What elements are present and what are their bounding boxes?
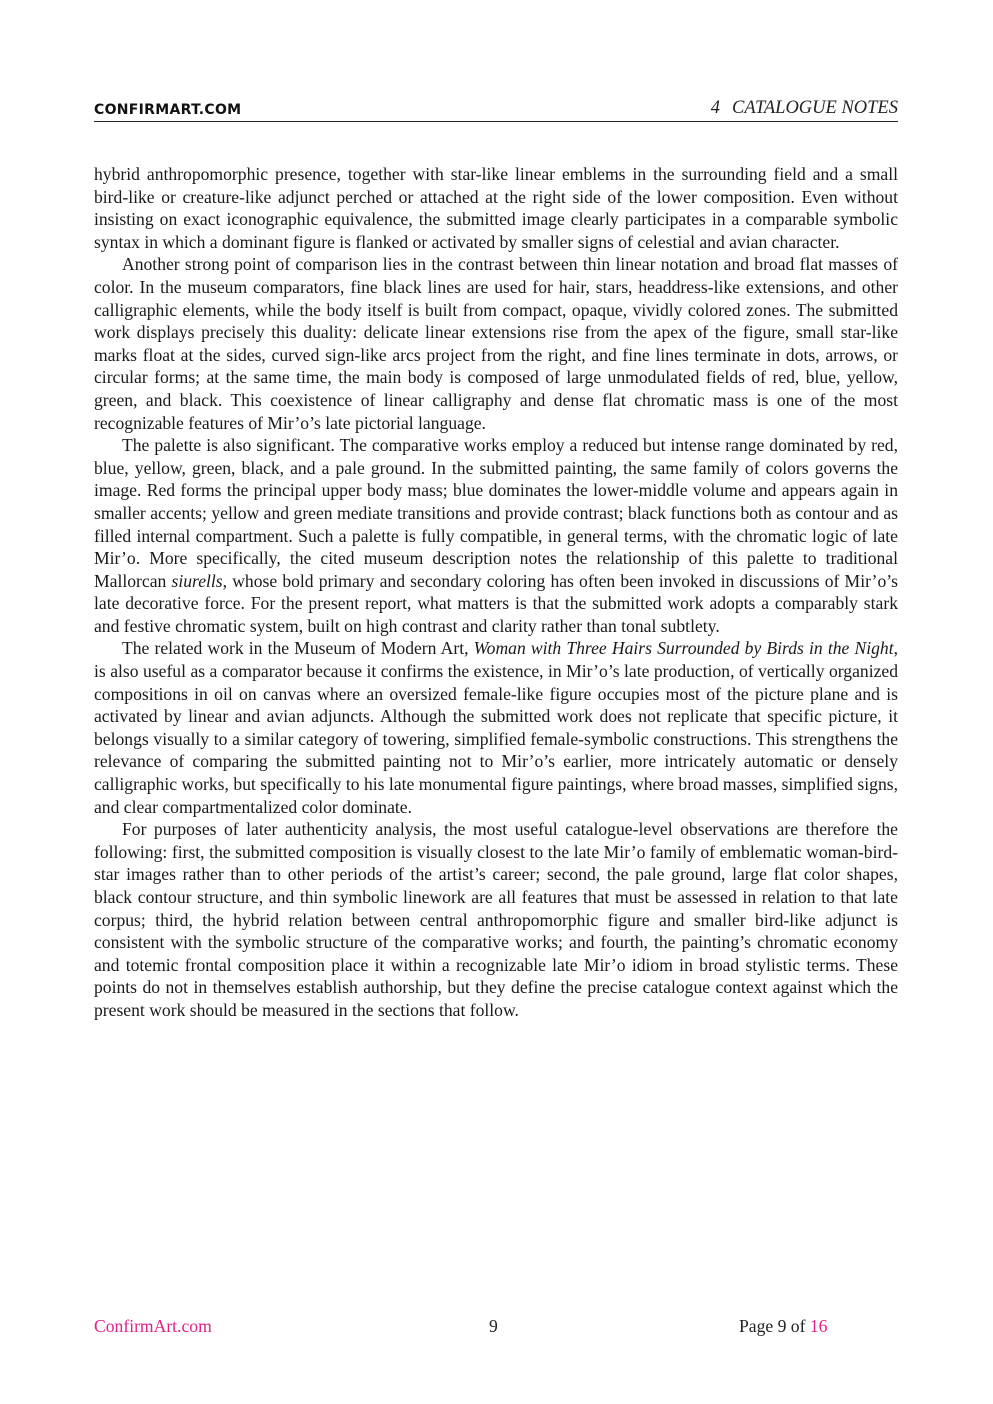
artwork-title: Woman with Three Hairs Surrounded by Birds in the Night <box>473 638 894 659</box>
footer-page-label: Page 9 of <box>739 1316 806 1336</box>
footer-page-count <box>739 1316 827 1337</box>
section-heading <box>711 98 898 119</box>
paragraph-4-text-a: The related work in the Museum of Modern Art, <box>122 638 474 659</box>
section-number: 4 <box>710 98 720 118</box>
page-header <box>94 98 898 122</box>
paragraph-3-text-a: The palette is also significant. The comparative works employ a reduced but intense range dominated by red, blue, yellow, green, black, and a pale ground. In the submitted painting, the same family of colors governs the image. Red forms the principal upper body mass; blue dominates the lower-middle volume and appears again in smaller accents; yellow and green mediate transitions and provide contrast; black functions both as contour and as filled internal compartment. Such a palette is fully compatible, in general terms, with the chromatic logic of late Mir’o. More specifically, the cited museum description notes the relationship of this palette to traditional Mallorcan <box>94 435 898 591</box>
paragraph-1: hybrid anthropomorphic presence, together with star-like linear emblems in the surrounding field and a small bird-like or creature-like adjunct perched or attached at the right side of the lower composition. Even without insisting on exact iconographic equivalence, the submitted image clearly participates in a comparable symbolic syntax in which a dominant figure is flanked or activated by smaller signs of celestial and avian character. <box>94 164 898 252</box>
site-logo: CONFIRMART.COM <box>94 102 242 118</box>
paragraph-2: Another strong point of comparison lies in the contrast between thin linear notation and broad flat masses of color. In the museum comparators, fine black lines are used for hair, stars, headdress-like extensions, and other calligraphic elements, while the body itself is built from compact, opaque, vividly colored zones. The submitted work displays precisely this duality: delicate linear extensions rise from the apex of the figure, small star-like marks float at the sides, curved sign-like arcs project from the right, and fine lines terminate in dots, arrows, or circular forms; at the same time, the main body is composed of large unmodulated fields of red, blue, yellow, green, and black. This coexistence of linear calligraphy and dense flat chromatic mass is one of the most recognizable features of Mir’o’s late pictorial language. <box>94 254 898 433</box>
footer-total-pages-link[interactable]: 16 <box>809 1316 828 1336</box>
page-footer <box>94 1316 898 1338</box>
paragraph-3 <box>94 434 898 637</box>
page-body <box>94 163 898 1022</box>
section-title: CATALOGUE NOTES <box>731 98 898 118</box>
paragraph-4 <box>94 637 898 818</box>
paragraph-3-text-b: , whose bold primary and secondary coloring has often been invoked in discussions of Mir’o’s late decorative force. For the present report, what matters is that the submitted work adopts a comparably stark and festive chromatic system, built on high contrast and clarity rather than tonal subtlety. <box>94 570 898 636</box>
siurells-term: siurells <box>171 570 223 591</box>
footer-page-number: 9 <box>489 1316 498 1336</box>
paragraph-5: For purposes of later authenticity analysis, the most useful catalogue-level observations are therefore the following: first, the submitted composition is visually closest to the late Mir’o family of emblematic woman-bird-star images rather than to other periods of the artist’s career; second, the pale ground, large flat color shapes, black contour structure, and thin symbolic linework are all features that must be assessed in relation to that late corpus; third, the hybrid relation between central anthropomorphic figure and smaller bird-like adjunct is consistent with the symbolic structure of the comparative works; and fourth, the painting’s chromatic economy and totemic frontal composition place it within a recognizable late Mir’o idiom in broad stylistic terms. These points do not in themselves establish authorship, but they define the precise catalogue context against which the present work should be measured in the sections that follow. <box>94 819 898 1020</box>
footer-site-link[interactable]: ConfirmArt.com <box>94 1316 212 1336</box>
paragraph-4-text-b: , is also useful as a comparator because it confirms the existence, in Mir’o’s late production, of vertically organized compositions in oil on canvas where an oversized female-like figure occupies most of the picture plane and is activated by linear and avian adjuncts. Although the submitted work does not replicate that specific picture, it belongs visually to a similar category of towering, simplified female-symbolic constructions. This strengthens the relevance of comparing the submitted painting not to Mir’o’s earlier, more intricately automatic or densely calligraphic works, but specifically to his late monumental figure paintings, where broad masses, simplified signs, and clear compartmentalized color dominate. <box>94 638 898 817</box>
